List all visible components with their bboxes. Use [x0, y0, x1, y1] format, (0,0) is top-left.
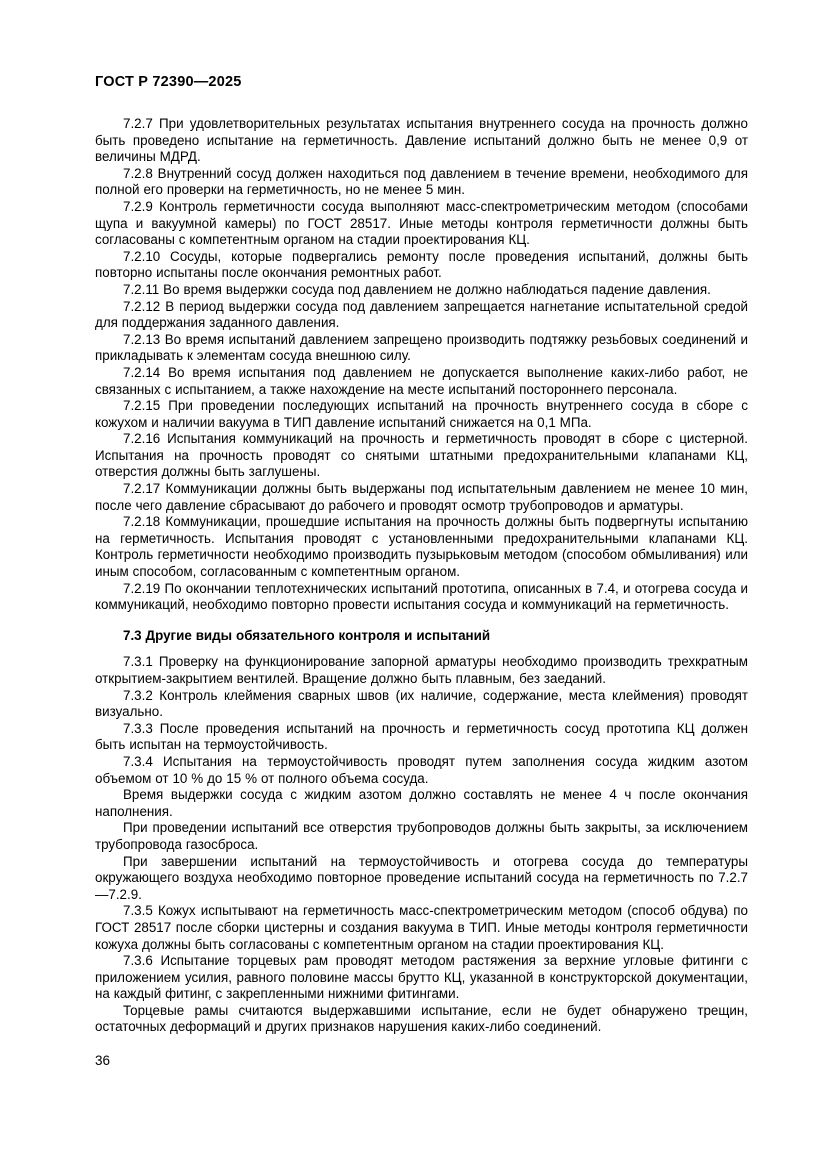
paragraph: 7.3.5 Кожух испытывают на герметичность масс-спектрометрическим методом (способ обдува) по ГОСТ 28517 после сборки цистерны и создания вакуума в ТИП. Иные методы контроля герметичности кожуха должны быть согласованы с компетентным органом на стадии проектирования КЦ. [95, 903, 748, 952]
paragraph: 7.3.3 После проведения испытаний на прочность и герметичность сосуд прототипа КЦ должен быть испытан на термоустойчивость. [95, 720, 748, 753]
paragraph: Время выдержки сосуда с жидким азотом должно составлять не менее 4 ч после окончания наполнения. [95, 787, 748, 819]
paragraph: Торцевые рамы считаются выдержавшими испытание, если не будет обнаружено трещин, остаточных деформаций и других признаков нарушения каких-либо соединений. [95, 1002, 748, 1035]
page-header [95, 74, 241, 90]
paragraph: 7.3.2 Контроль клеймения сварных швов (их наличие, содержание, места клеймения) проводят визуально. [95, 687, 748, 720]
document-number: ГОСТ Р 72390—2025 [95, 74, 242, 90]
paragraph: 7.2.19 По окончании теплотехнических испытаний прототипа, описанных в 7.4, и отогрева сосуда и коммуникаций, необходимо повторно провести испытания сосуда и коммуникаций на герметичность. [95, 580, 748, 613]
paragraph: 7.2.10 Сосуды, которые подвергались ремонту после проведения испытаний, должны быть повторно испытаны после окончания ремонтных работ. [95, 248, 748, 281]
paragraph: 7.2.14 Во время испытания под давлением не допускается выполнение каких-либо работ, не связанных с испытанием, а также нахождение на месте испытаний постороннего персонала. [95, 364, 748, 397]
paragraph: 7.2.16 Испытания коммуникаций на прочность и герметичность проводят в сборе с цистерной. Испытания на прочность проводят со снятыми штатными предохранительными клапанами КЦ, отверстия должны быть заглушены. [95, 431, 748, 480]
paragraph: 7.2.8 Внутренний сосуд должен находиться под давлением в течение времени, необходимого для полной его проверки на герметичность, но не менее 5 мин. [95, 165, 748, 198]
paragraph: 7.2.7 При удовлетворительных результатах испытания внутреннего сосуда на прочность должно быть проведено испытание на герметичность. Давление испытаний должно быть не менее 0,9 от величины МДРД. [95, 116, 748, 165]
paragraph: 7.3.4 Испытания на термоустойчивость проводят путем заполнения сосуда жидким азотом объемом от 10 % до 15 % от полного объема сосуда. [95, 753, 748, 786]
section-heading: 7.3 Другие виды обязательного контроля и испытаний [123, 627, 491, 643]
paragraph: При проведении испытаний все отверстия трубопроводов должны быть закрыты, за исключением трубопровода газосброса. [95, 820, 748, 852]
page-number: 36 [95, 1053, 111, 1068]
paragraph: 7.3.1 Проверку на функционирование запорной арматуры необходимо производить трехкратным открытием-закрытием вентилей. Вращение должно быть плавным, без заеданий. [95, 654, 748, 686]
paragraph: 7.2.9 Контроль герметичности сосуда выполняют масс-спектрометрическим методом (способами щупа и вакуумной камеры) по ГОСТ 28517. Иные методы контроля герметичности должны быть согласованы с компетентным органом на стадии проектирования КЦ. [95, 198, 748, 248]
paragraph: 7.3.6 Испытание торцевых рам проводят методом растяжения за верхние угловые фитинги с приложением усилия, равного половине массы брутто КЦ, указанной в конструкторской документации, на каждый фитинг, с закрепленными нижними фитингами. [95, 953, 748, 1002]
paragraph: 7.2.17 Коммуникации должны быть выдержаны под испытательным давлением не менее 10 мин, после чего давление сбрасывают до рабочего и проводят осмотр трубопроводов и арматуры. [95, 481, 748, 513]
paragraph: 7.2.11 Во время выдержки сосуда под давлением не должно наблюдаться падение давления. [123, 281, 711, 297]
paragraph: При завершении испытаний на термоустойчивость и отогрева сосуда до температуры окружающего воздуха необходимо повторное проведение испытаний сосуда на герметичность по 7.2.7—7.2.9. [95, 853, 748, 902]
page-footer [95, 1053, 110, 1068]
paragraph: 7.2.15 При проведении последующих испытаний на прочность внутреннего сосуда в сборе с кожухом и наличии вакуума в ТИП давление испытаний снижается на 0,1 МПа. [95, 398, 748, 430]
paragraph: 7.2.13 Во время испытаний давлением запрещено производить подтяжку резьбовых соединений и прикладывать к элементам сосуда внешнюю силу. [95, 331, 748, 364]
paragraph: 7.2.12 В период выдержки сосуда под давлением запрещается нагнетание испытательной средой для поддержания заданного давления. [95, 298, 748, 331]
paragraph: 7.2.18 Коммуникации, прошедшие испытания на прочность должны быть подвергнуты испытанию на герметичность. Испытания проводят с установленными предохранительными клапанами КЦ. Контроль герметичности необходимо производить пузырьковым методом (способом обмыливания) или иным способом, согласованным с компетентным органом. [95, 514, 748, 580]
document-body [95, 116, 748, 1036]
